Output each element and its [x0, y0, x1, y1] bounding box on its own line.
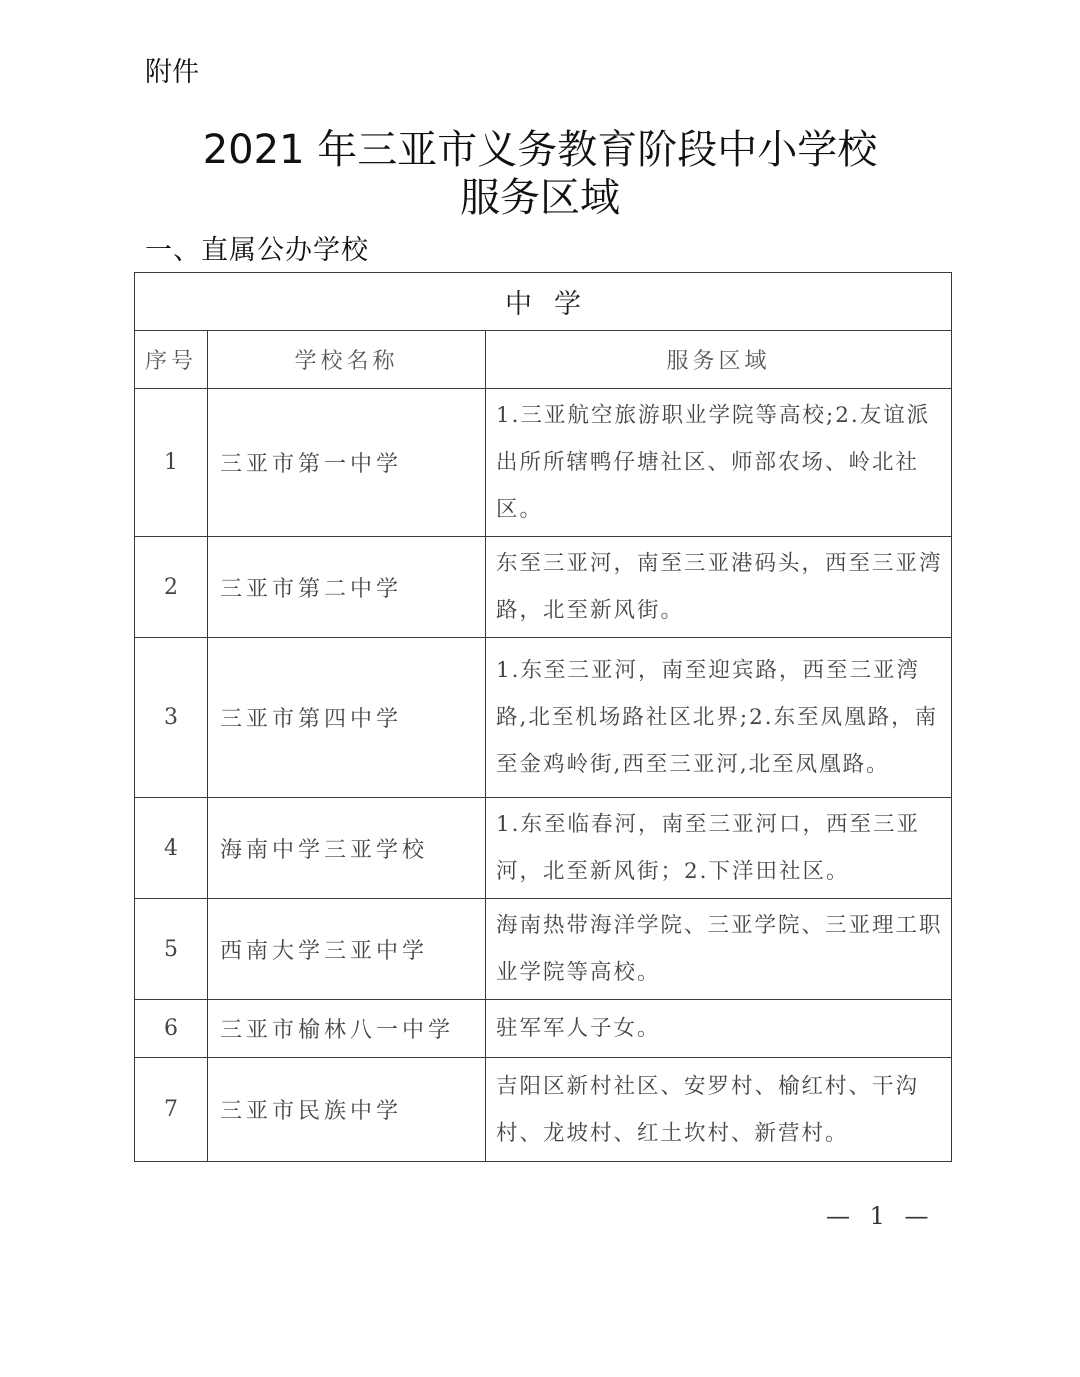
- row-school-name: 三亚市民族中学: [208, 1058, 486, 1162]
- table-row: [135, 1000, 952, 1058]
- header-school-name: 学校名称: [208, 331, 486, 389]
- service-area-table: [134, 272, 952, 1162]
- table-row: [135, 1058, 952, 1162]
- title-line-1: 2021 年三亚市义务教育阶段中小学校: [202, 127, 878, 173]
- row-school-name: 三亚市榆林八一中学: [208, 1000, 486, 1058]
- row-no: 7: [135, 1058, 208, 1162]
- row-no: 1: [135, 389, 208, 537]
- row-no: 6: [135, 1000, 208, 1058]
- table-caption: 中学: [135, 273, 952, 331]
- row-service-area: 1.三亚航空旅游职业学院等高校;2.友谊派出所所辖鸭仔塘社区、师部农场、岭北社区。: [486, 389, 952, 537]
- row-school-name: 三亚市第二中学: [208, 537, 486, 638]
- table-row: [135, 899, 952, 1000]
- table-row: [135, 638, 952, 798]
- section-heading: 一、直属公办学校: [145, 235, 369, 266]
- row-no: 3: [135, 638, 208, 798]
- row-no: 4: [135, 798, 208, 899]
- row-service-area: 1.东至三亚河，南至迎宾路，西至三亚湾路,北至机场路社区北界;2.东至凤凰路，南至金鸡岭街,西至三亚河,北至凤凰路。: [486, 638, 952, 798]
- table-header-row: [135, 331, 952, 389]
- row-service-area: 东至三亚河，南至三亚港码头，西至三亚湾路，北至新风街。: [486, 537, 952, 638]
- document-title: [0, 126, 1080, 222]
- row-service-area: 吉阳区新村社区、安罗村、榆红村、干沟村、龙坡村、红土坎村、新营村。: [486, 1058, 952, 1162]
- table-row: [135, 798, 952, 899]
- row-no: 2: [135, 537, 208, 638]
- row-school-name: 三亚市第四中学: [208, 638, 486, 798]
- row-school-name: 西南大学三亚中学: [208, 899, 486, 1000]
- row-service-area: 海南热带海洋学院、三亚学院、三亚理工职业学院等高校。: [486, 899, 952, 1000]
- row-school-name: 海南中学三亚学校: [208, 798, 486, 899]
- table-row: [135, 537, 952, 638]
- attachment-label: 附件: [145, 57, 199, 88]
- title-line-2: 服务区域: [460, 175, 620, 221]
- table-caption-row: [135, 273, 952, 331]
- table-row: [135, 389, 952, 537]
- row-service-area: 1.东至临春河，南至三亚河口，西至三亚河，北至新风街；2.下洋田社区。: [486, 798, 952, 899]
- header-no: 序号: [135, 331, 208, 389]
- row-school-name: 三亚市第一中学: [208, 389, 486, 537]
- page-number: — 1 —: [826, 1202, 935, 1230]
- header-service-area: 服务区域: [486, 331, 952, 389]
- row-service-area: 驻军军人子女。: [486, 1000, 952, 1058]
- row-no: 5: [135, 899, 208, 1000]
